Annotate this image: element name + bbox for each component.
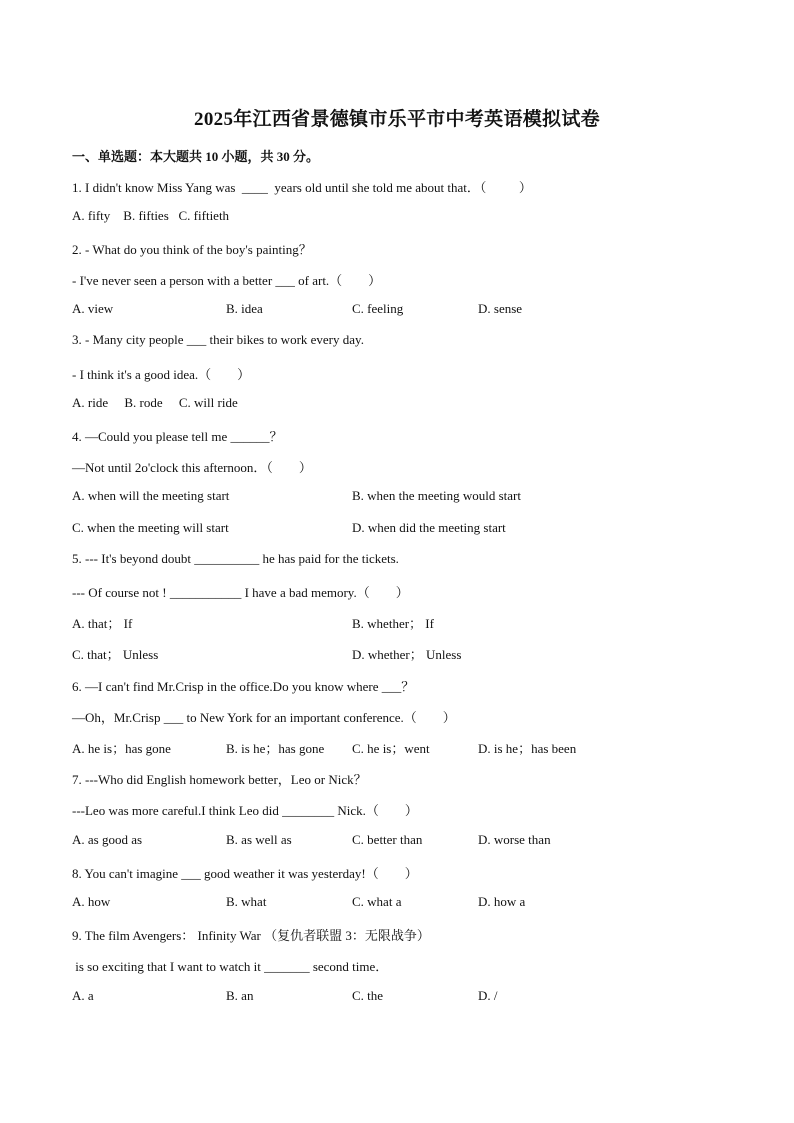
question-7-option-c: C. better than xyxy=(352,832,423,847)
question-2-answer-line: - I've never seen a person with a better ___ of art.（ ） xyxy=(72,273,382,288)
question-5-stem: 5. --- It's beyond doubt __________ he has paid for the tickets. xyxy=(72,551,399,566)
question-8-stem: 8. You can't imagine ___ good weather it was yesterday!（ ） xyxy=(72,866,418,881)
question-6-option-d: D. is he；has been xyxy=(478,741,577,756)
question-4-stem: 4. —Could you please tell me ______？ xyxy=(72,429,283,444)
question-2-option-a: A. view xyxy=(72,301,114,316)
question-4-option-d: D. when did the meeting start xyxy=(352,520,506,535)
question-5-option-d: D. whether； Unless xyxy=(352,647,462,662)
question-4-option-b: B. when the meeting would start xyxy=(352,488,521,503)
question-8-option-d: D. how a xyxy=(478,894,526,909)
question-6-option-c: C. he is；went xyxy=(352,741,430,756)
question-7-stem: 7. ---Who did English homework better，Leo or Nick？ xyxy=(72,772,367,787)
question-9-option-c: C. the xyxy=(352,988,384,1003)
question-9-stem: 9. The film Avengers： Infinity War （复仇者联盟 3：无限战争） xyxy=(72,928,430,943)
question-5-option-c: C. that； Unless xyxy=(72,647,159,662)
question-6-answer-line: —Oh，Mr.Crisp ___ to New York for an important conference.（ ） xyxy=(72,710,456,725)
question-9-option-d: D. / xyxy=(478,988,498,1003)
question-4-option-c: C. when the meeting will start xyxy=(72,520,229,535)
question-9-stem-continued: is so exciting that I want to watch it _______ second time． xyxy=(72,959,389,974)
question-5-option-a: A. that； If xyxy=(72,616,133,631)
question-3-stem: 3. - Many city people ___ their bikes to work every day. xyxy=(72,332,364,347)
question-6-option-a: A. he is；has gone xyxy=(72,741,171,756)
document-title: 2025年江西省景德镇市乐平市中考英语模拟试卷 xyxy=(194,109,600,130)
question-6-stem: 6. —I can't find Mr.Crisp in the office.Do you know where ___？ xyxy=(72,679,415,694)
section-heading: 一、单选题：本大题共 10 小题，共 30 分。 xyxy=(72,149,320,164)
question-2-option-b: B. idea xyxy=(226,301,263,316)
question-5-option-b: B. whether； If xyxy=(352,616,434,631)
question-2-option-d: D. sense xyxy=(478,301,523,316)
question-5-answer-line: --- Of course not ! ___________ I have a bad memory.（ ） xyxy=(72,585,409,600)
question-7-answer-line: ---Leo was more careful.I think Leo did ________ Nick.（ ） xyxy=(72,803,418,818)
question-1-stem: 1. I didn't know Miss Yang was ____ years old until she told me about that．（ ） xyxy=(72,180,532,195)
question-4-option-a: A. when will the meeting start xyxy=(72,488,230,503)
question-7-option-d: D. worse than xyxy=(478,832,551,847)
question-2-option-c: C. feeling xyxy=(352,301,404,316)
question-3-answer-line: - I think it's a good idea.（ ） xyxy=(72,367,251,382)
question-7-option-b: B. as well as xyxy=(226,832,292,847)
question-8-option-b: B. what xyxy=(226,894,267,909)
question-9-option-b: B. an xyxy=(226,988,254,1003)
question-6-option-b: B. is he；has gone xyxy=(226,741,325,756)
question-7-option-a: A. as good as xyxy=(72,832,143,847)
question-8-option-a: A. how xyxy=(72,894,111,909)
question-4-answer-line: —Not until 2o'clock this afternoon．（ ） xyxy=(72,460,312,475)
question-1-options: A. fifty B. fifties C. fiftieth xyxy=(72,208,230,223)
question-2-stem: 2. - What do you think of the boy's painting？ xyxy=(72,242,312,257)
question-3-options: A. ride B. rode C. will ride xyxy=(72,395,238,410)
question-8-option-c: C. what a xyxy=(352,894,402,909)
question-9-option-a: A. a xyxy=(72,988,94,1003)
